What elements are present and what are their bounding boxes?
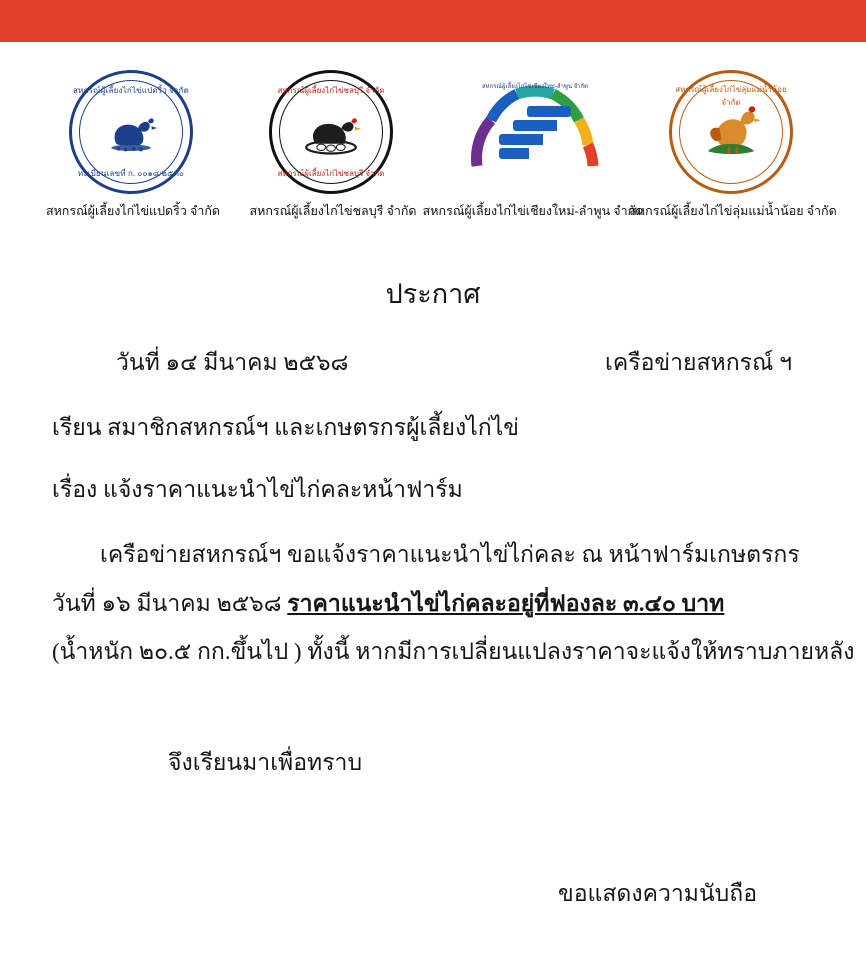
recipient-line: เรียน สมาชิกสหกรณ์ฯ และเกษตรกรผู้เลี้ยงไก่ไข่ [52,415,520,440]
logo-caption-1: สหกรณ์ผู้เลี้ยงไก่ไข่แปดริ้ว จำกัด [45,204,221,218]
logo-cell-2 [233,70,433,218]
stair-rainbow-mark-icon [469,70,601,190]
top-color-band [0,0,866,42]
body-line-2 [52,586,724,622]
body-line-1: เครือข่ายสหกรณ์ฯ ขอแจ้งราคาแนะนำไข่ไก่คละ ณ หน้าฟาร์มเกษตรกร [100,542,800,567]
document-body [0,42,866,960]
cooperative-seal-chonburi-icon [269,70,397,198]
document-organization: เครือข่ายสหกรณ์ ฯ [604,350,792,375]
meta-row [0,345,866,375]
price-highlight: ราคาแนะนำไข่ไก่คละอยู่ที่ฟองละ ๓.๔๐ บาท [287,591,725,616]
cooperative-seal-lum-namnoi-icon [669,70,797,198]
seal4-ring-top-text: สหกรณ์ผู้เลี้ยงไก่ไข่ลุ่มแม่น้ำน้อย จำกัด [675,85,787,107]
hen-nest-illustration-icon [300,111,362,157]
cooperative-seal-pakkret-icon [69,70,197,198]
rooster-illustration-icon [700,103,762,159]
seal2-ring-bottom-text: สหกรณ์ผู้เลี้ยงไก่ไข่ชลบุรี จำกัด [277,169,385,178]
subject-line: เรื่อง แจ้งราคาแนะนำไข่ไก่คละหน้าฟาร์ม [52,477,463,502]
signature-line: ขอแสดงความนับถือ [558,881,758,906]
logo-caption-3: สหกรณ์ผู้เลี้ยงไก่ไข่เชียงใหม่-ลำพูน จำกัด [422,204,644,218]
document-date: วันที่ ๑๔ มีนาคม ๒๕๖๘ [116,350,349,375]
logo-cell-1 [33,70,233,218]
cooperative-seal-chiangmai-lamphun-icon [469,70,597,198]
hen-illustration-icon [104,108,158,152]
closing-line: จึงเรียนมาเพื่อทราบ [168,750,363,775]
seal2-ring-top-text: สหกรณ์ผู้เลี้ยงไก่ไข่ชลบุรี จำกัด [277,86,385,95]
body-line-3: (น้ำหนัก ๒๐.๕ กก.ขึ้นไป ) ทั้งนี้ หากมีการเปลี่ยนแปลงราคาจะแจ้งให้ทราบภายหลัง [52,639,855,664]
logo-cell-3 [422,70,644,218]
logo-caption-4: สหกรณ์ผู้เลี้ยงไก่ไข่ลุ่มแม่น้ำน้อย จำกัด [629,204,837,218]
seal1-ring-bottom-text: ทะเบียนเลขที่ ก. ๐๐๑๘/๒๕๓๐ [77,169,185,178]
seal1-ring-top-text: สหกรณ์ผู้เลี้ยงไก่ไข่แปดริ้ว จำกัด [72,86,190,95]
seal3-ring-top-text: สหกรณ์ผู้เลี้ยงไก่ไข่เชียงใหม่-ลำพูน จำกัด [481,84,589,90]
body-line-2-prefix: วันที่ ๑๖ มีนาคม ๒๕๖๘ [52,591,288,616]
logo-caption-2: สหกรณ์ผู้เลี้ยงไก่ไข่ชลบุรี จำกัด [249,204,417,218]
logo-cell-4 [629,70,837,218]
logo-row [0,70,866,218]
page-title: ประกาศ [385,279,481,309]
